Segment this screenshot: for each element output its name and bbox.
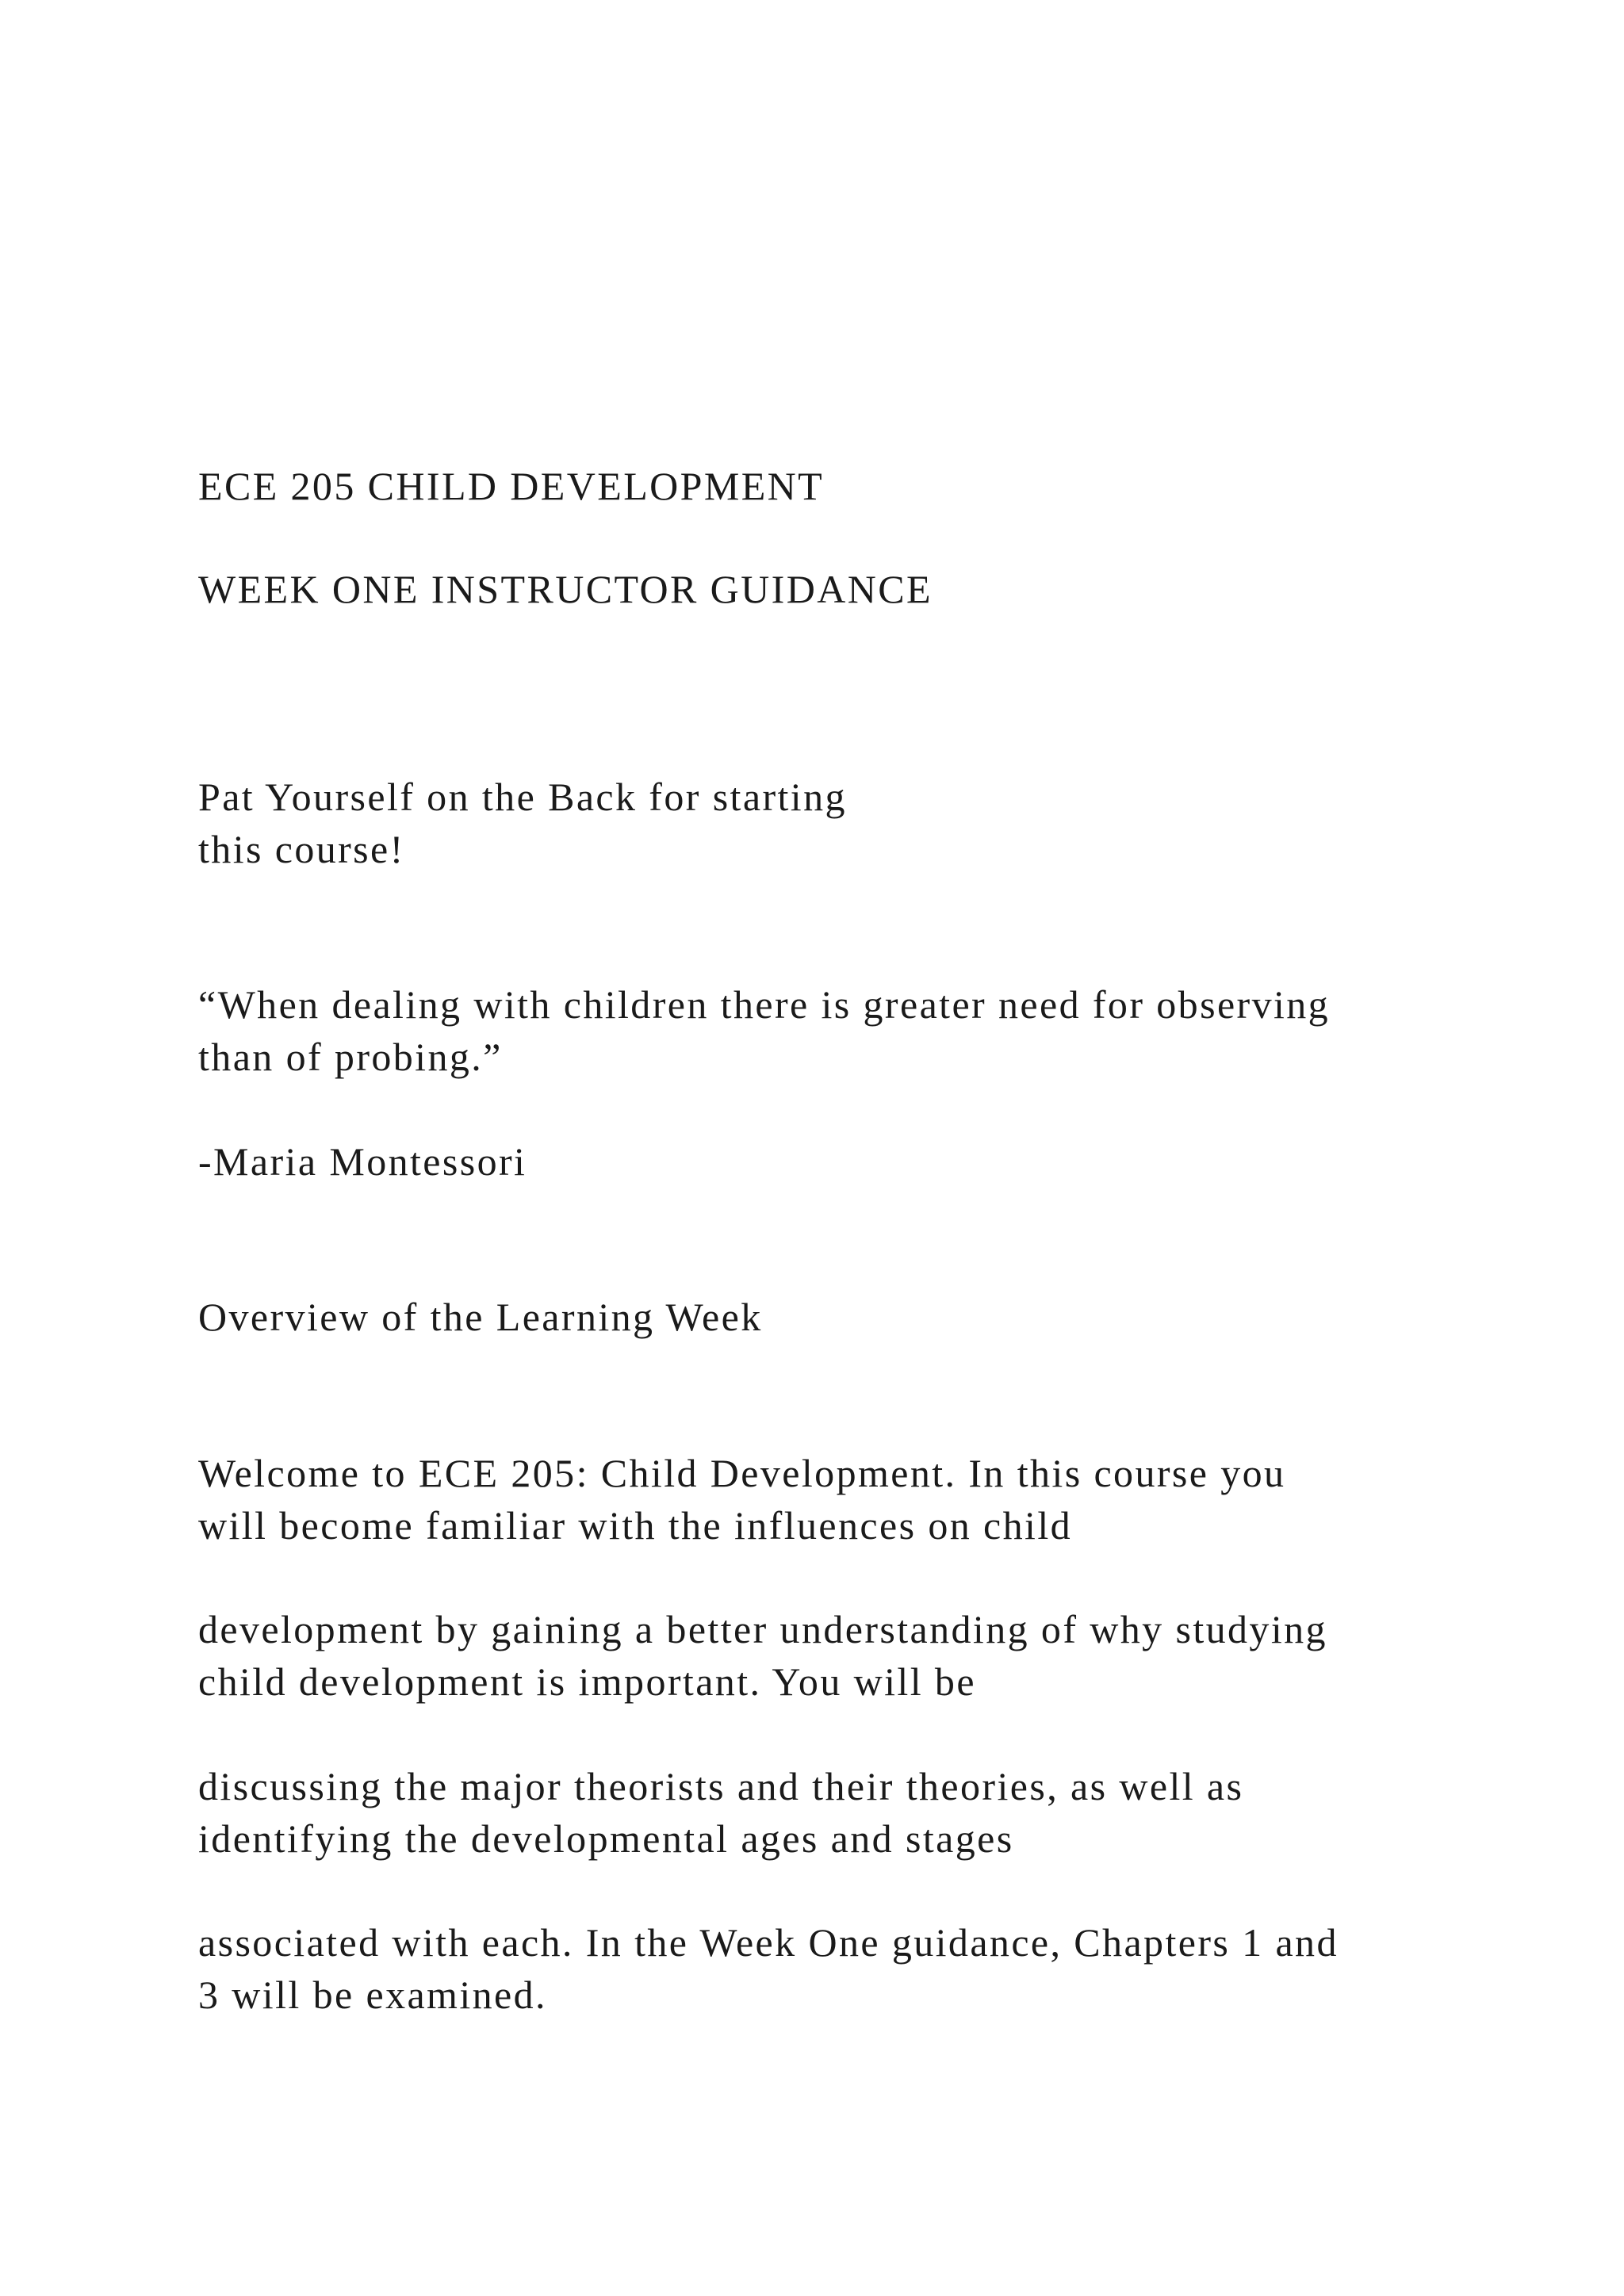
quote-line: “When dealing with children there is greater need for observing: [198, 982, 1331, 1027]
paragraph-line: will become familiar with the influences on child: [198, 1503, 1073, 1548]
course-title: ECE 205 CHILD DEVELOPMENT: [198, 464, 825, 508]
paragraph-line: discussing the major theorists and their theories, as well as: [198, 1764, 1244, 1808]
quote-line: than of probing.”: [198, 1035, 503, 1079]
intro-line: Pat Yourself on the Back for starting: [198, 775, 847, 819]
quote-author: -Maria Montessori: [198, 1139, 527, 1184]
paragraph-line: associated with each. In the Week One guidance, Chapters 1 and: [198, 1920, 1339, 1965]
paragraph-line: 3 will be examined.: [198, 1973, 547, 2017]
paragraph-line: identifying the developmental ages and stages: [198, 1816, 1014, 1861]
paragraph-line: development by gaining a better understanding of why studying: [198, 1607, 1327, 1651]
guidance-title: WEEK ONE INSTRUCTOR GUIDANCE: [198, 567, 933, 611]
paragraph-line: child development is important. You will be: [198, 1659, 976, 1704]
section-heading: Overview of the Learning Week: [198, 1295, 763, 1339]
intro-line: this course!: [198, 827, 405, 871]
paragraph-line: Welcome to ECE 205: Child Development. In this course you: [198, 1451, 1286, 1495]
